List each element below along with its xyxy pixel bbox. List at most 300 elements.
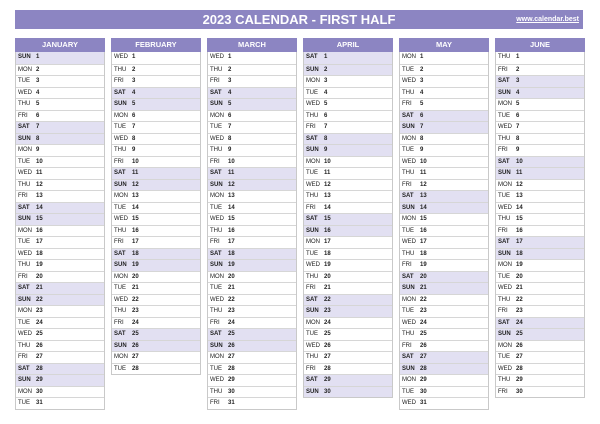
day-row [304, 213, 392, 225]
day-of-week: TUE [402, 227, 414, 234]
day-of-week: SUN [306, 147, 319, 153]
day-number: 24 [516, 319, 523, 326]
day-of-week: THU [498, 377, 511, 383]
day-number: 8 [228, 135, 232, 142]
day-row [400, 374, 488, 386]
day-row [496, 156, 584, 168]
day-number: 19 [228, 262, 235, 268]
day-number: 28 [132, 365, 139, 372]
day-number: 11 [228, 170, 235, 176]
day-number: 8 [36, 135, 40, 142]
day-number: 18 [36, 250, 43, 257]
day-number: 29 [228, 377, 235, 383]
day-of-week: TUE [114, 365, 126, 372]
day-row [16, 190, 104, 202]
day-row [208, 317, 296, 329]
day-number: 13 [228, 193, 235, 199]
day-of-week: SAT [306, 54, 318, 60]
day-row [208, 328, 296, 340]
day-row [112, 190, 200, 202]
day-row [304, 190, 392, 202]
day-row [400, 156, 488, 168]
day-row [208, 190, 296, 202]
day-row [496, 282, 584, 294]
day-row [112, 236, 200, 248]
day-row [208, 386, 296, 398]
day-row [16, 87, 104, 99]
day-row [208, 75, 296, 87]
day-of-week: FRI [210, 400, 220, 406]
day-of-week: SUN [498, 89, 511, 96]
day-of-week: TUE [498, 354, 510, 360]
day-row [112, 351, 200, 363]
day-list [303, 52, 393, 398]
day-number: 13 [324, 193, 331, 199]
day-of-week: SUN [18, 216, 31, 222]
day-number: 16 [324, 227, 331, 234]
day-row [208, 87, 296, 99]
day-of-week: SAT [210, 170, 222, 176]
day-of-week: THU [210, 308, 223, 314]
day-number: 5 [516, 101, 520, 107]
day-number: 15 [516, 216, 523, 222]
day-row [400, 213, 488, 225]
day-number: 21 [228, 285, 235, 291]
day-row [208, 374, 296, 386]
day-of-week: TUE [210, 285, 222, 291]
day-row [304, 305, 392, 317]
day-row [112, 98, 200, 110]
day-number: 18 [132, 250, 139, 257]
day-of-week: MON [210, 193, 224, 199]
day-of-week: FRI [210, 78, 220, 84]
day-of-week: SUN [402, 365, 415, 372]
day-row [112, 110, 200, 122]
day-number: 13 [516, 193, 523, 199]
day-row [400, 259, 488, 271]
day-number: 11 [516, 170, 523, 176]
day-row [304, 317, 392, 329]
day-number: 31 [36, 400, 43, 406]
day-row [16, 236, 104, 248]
day-number: 6 [516, 112, 520, 119]
day-number: 4 [228, 89, 232, 96]
day-row [496, 144, 584, 156]
day-row [208, 121, 296, 133]
day-number: 9 [132, 147, 136, 153]
day-of-week: SUN [210, 101, 223, 107]
day-of-week: TUE [18, 319, 30, 326]
day-row [400, 282, 488, 294]
day-number: 17 [516, 239, 523, 245]
day-row [304, 259, 392, 271]
day-row [304, 87, 392, 99]
day-of-week: THU [402, 331, 415, 337]
day-row [304, 294, 392, 306]
day-number: 8 [132, 135, 136, 142]
day-row [400, 64, 488, 76]
day-of-week: TUE [402, 388, 414, 395]
day-of-week: FRI [498, 388, 508, 395]
day-row [400, 363, 488, 375]
day-number: 17 [228, 239, 235, 245]
day-number: 15 [228, 216, 235, 222]
day-row [400, 110, 488, 122]
day-row [208, 133, 296, 145]
day-of-week: SAT [210, 250, 222, 257]
day-number: 10 [420, 158, 427, 165]
day-row [16, 397, 104, 409]
day-row [496, 75, 584, 87]
day-row [496, 294, 584, 306]
day-of-week: WED [114, 54, 128, 60]
month-header: APRIL [303, 38, 393, 52]
day-row [496, 64, 584, 76]
day-of-week: WED [498, 124, 512, 130]
day-of-week: THU [498, 296, 511, 303]
day-row [400, 386, 488, 398]
day-number: 26 [516, 342, 523, 349]
day-row [400, 294, 488, 306]
day-number: 13 [36, 193, 43, 199]
day-row [208, 213, 296, 225]
month-header: MARCH [207, 38, 297, 52]
day-number: 8 [324, 135, 328, 142]
day-row [400, 317, 488, 329]
day-row [400, 52, 488, 64]
day-of-week: MON [402, 216, 416, 222]
day-of-week: THU [210, 66, 223, 73]
day-number: 27 [132, 354, 139, 360]
day-row [304, 156, 392, 168]
day-of-week: SUN [498, 170, 511, 176]
day-row [112, 202, 200, 214]
day-row [496, 110, 584, 122]
day-row [16, 259, 104, 271]
day-number: 2 [324, 66, 328, 73]
day-row [208, 340, 296, 352]
day-row [496, 52, 584, 64]
day-of-week: THU [402, 89, 415, 96]
day-row [400, 328, 488, 340]
day-row [496, 121, 584, 133]
day-number: 12 [420, 181, 427, 188]
day-of-week: SUN [18, 54, 31, 60]
day-row [304, 282, 392, 294]
day-of-week: MON [114, 112, 128, 119]
day-of-week: FRI [402, 262, 412, 268]
day-row [16, 144, 104, 156]
day-of-week: WED [18, 331, 32, 337]
day-of-week: MON [114, 193, 128, 199]
day-of-week: FRI [18, 193, 28, 199]
day-row [112, 271, 200, 283]
day-number: 16 [420, 227, 427, 234]
day-of-week: TUE [114, 204, 126, 211]
day-number: 10 [228, 158, 235, 165]
day-number: 2 [228, 66, 232, 73]
day-of-week: WED [306, 262, 320, 268]
day-of-week: FRI [114, 239, 124, 245]
day-number: 28 [324, 365, 331, 372]
day-row [496, 271, 584, 283]
day-number: 27 [36, 354, 43, 360]
day-number: 2 [132, 66, 136, 73]
day-of-week: FRI [402, 101, 412, 107]
day-number: 17 [420, 239, 427, 245]
day-row [208, 397, 296, 409]
day-number: 1 [228, 54, 232, 60]
day-of-week: TUE [306, 331, 318, 337]
day-of-week: SUN [210, 262, 223, 268]
day-row [16, 248, 104, 260]
day-of-week: MON [18, 66, 32, 73]
day-of-week: FRI [18, 112, 28, 119]
day-number: 26 [132, 342, 139, 349]
day-of-week: SAT [210, 331, 222, 337]
day-of-week: TUE [114, 124, 126, 130]
day-number: 23 [132, 308, 139, 314]
day-number: 2 [516, 66, 520, 73]
day-number: 17 [132, 239, 139, 245]
day-of-week: WED [114, 216, 128, 222]
day-number: 31 [420, 400, 427, 406]
day-row [304, 328, 392, 340]
day-of-week: MON [18, 308, 32, 314]
day-number: 22 [132, 296, 139, 303]
day-of-week: SUN [306, 388, 319, 395]
day-of-week: WED [114, 296, 128, 303]
day-row [496, 236, 584, 248]
day-row [112, 64, 200, 76]
day-number: 18 [324, 250, 331, 257]
day-number: 23 [36, 308, 43, 314]
day-of-week: THU [18, 181, 31, 188]
day-number: 3 [324, 78, 328, 84]
day-number: 19 [36, 262, 43, 268]
day-list [111, 52, 201, 375]
day-number: 9 [36, 147, 40, 153]
day-number: 19 [420, 262, 427, 268]
day-number: 24 [132, 319, 139, 326]
day-of-week: THU [114, 147, 127, 153]
day-number: 8 [420, 135, 424, 142]
day-of-week: SAT [114, 170, 126, 176]
day-number: 30 [36, 388, 43, 395]
day-of-week: WED [402, 78, 416, 84]
day-number: 5 [132, 101, 136, 107]
day-number: 27 [324, 354, 331, 360]
day-number: 16 [228, 227, 235, 234]
day-number: 13 [420, 193, 427, 199]
day-number: 6 [420, 112, 424, 119]
day-number: 25 [324, 331, 331, 337]
day-of-week: FRI [210, 319, 220, 326]
day-of-week: MON [402, 377, 416, 383]
day-of-week: MON [306, 158, 320, 165]
day-row [16, 282, 104, 294]
day-of-week: SUN [402, 204, 415, 211]
day-row [16, 374, 104, 386]
month-header: FEBRUARY [111, 38, 201, 52]
day-number: 29 [324, 377, 331, 383]
day-number: 14 [420, 204, 427, 211]
day-of-week: SAT [498, 78, 510, 84]
day-of-week: THU [306, 112, 319, 119]
day-number: 28 [420, 365, 427, 372]
day-row [304, 386, 392, 398]
day-number: 7 [420, 124, 424, 130]
day-of-week: SAT [114, 89, 126, 96]
day-row [208, 167, 296, 179]
day-number: 5 [324, 101, 328, 107]
day-list [15, 52, 105, 410]
day-of-week: THU [18, 101, 31, 107]
day-of-week: FRI [306, 124, 316, 130]
day-of-week: TUE [306, 170, 318, 176]
day-of-week: SUN [210, 342, 223, 349]
day-number: 30 [228, 388, 235, 395]
day-number: 6 [36, 112, 40, 119]
day-row [400, 271, 488, 283]
day-number: 13 [132, 193, 139, 199]
day-of-week: FRI [306, 365, 316, 372]
day-number: 5 [36, 101, 40, 107]
day-of-week: MON [18, 227, 32, 234]
day-number: 20 [516, 273, 523, 280]
day-of-week: MON [306, 319, 320, 326]
day-number: 16 [516, 227, 523, 234]
day-row [304, 271, 392, 283]
day-row [496, 305, 584, 317]
day-of-week: WED [402, 239, 416, 245]
day-row [304, 64, 392, 76]
day-row [208, 236, 296, 248]
day-of-week: FRI [498, 66, 508, 73]
day-row [208, 294, 296, 306]
day-of-week: WED [210, 54, 224, 60]
day-number: 19 [324, 262, 331, 268]
day-of-week: WED [210, 296, 224, 303]
day-of-week: FRI [18, 273, 28, 280]
day-of-week: MON [210, 273, 224, 280]
day-of-week: SUN [402, 124, 415, 130]
day-row [16, 64, 104, 76]
day-row [496, 259, 584, 271]
day-of-week: TUE [306, 89, 318, 96]
day-row [400, 98, 488, 110]
day-row [208, 363, 296, 375]
day-number: 29 [36, 377, 43, 383]
day-of-week: FRI [114, 78, 124, 84]
day-row [112, 156, 200, 168]
day-number: 25 [420, 331, 427, 337]
day-number: 20 [36, 273, 43, 280]
day-row [304, 340, 392, 352]
day-row [496, 248, 584, 260]
day-row [208, 248, 296, 260]
month-header: JANUARY [15, 38, 105, 52]
day-row [16, 328, 104, 340]
day-number: 12 [132, 181, 139, 188]
day-row [304, 110, 392, 122]
day-of-week: WED [498, 204, 512, 211]
day-of-week: WED [306, 101, 320, 107]
day-of-week: TUE [306, 250, 318, 257]
day-row [112, 213, 200, 225]
day-row [112, 52, 200, 64]
day-number: 31 [228, 400, 235, 406]
day-number: 3 [132, 78, 136, 84]
day-of-week: THU [306, 193, 319, 199]
day-number: 11 [324, 170, 331, 176]
day-number: 14 [324, 204, 331, 211]
day-of-week: THU [498, 54, 511, 60]
day-number: 24 [36, 319, 43, 326]
day-of-week: TUE [18, 239, 30, 245]
day-row [16, 156, 104, 168]
day-number: 3 [36, 78, 40, 84]
day-of-week: FRI [114, 319, 124, 326]
day-of-week: TUE [18, 158, 30, 165]
day-of-week: SAT [306, 296, 318, 303]
day-number: 18 [420, 250, 427, 257]
day-row [400, 340, 488, 352]
day-number: 23 [228, 308, 235, 314]
day-of-week: THU [210, 227, 223, 234]
day-row [16, 133, 104, 145]
day-number: 18 [516, 250, 523, 257]
day-of-week: MON [498, 262, 512, 268]
day-of-week: MON [18, 147, 32, 153]
day-number: 2 [420, 66, 424, 73]
day-of-week: SUN [306, 66, 319, 73]
day-of-week: FRI [498, 227, 508, 234]
day-row [496, 167, 584, 179]
day-number: 6 [324, 112, 328, 119]
day-number: 24 [420, 319, 427, 326]
day-row [304, 248, 392, 260]
day-number: 12 [228, 181, 235, 188]
day-number: 28 [36, 365, 43, 372]
day-of-week: SAT [18, 124, 30, 130]
day-row [112, 340, 200, 352]
website-link[interactable]: www.calendar.best [516, 16, 579, 23]
day-of-week: MON [114, 273, 128, 280]
day-number: 3 [516, 78, 520, 84]
day-number: 10 [36, 158, 43, 165]
day-row [16, 305, 104, 317]
day-of-week: SUN [306, 227, 319, 234]
day-of-week: SAT [210, 89, 222, 96]
day-number: 15 [420, 216, 427, 222]
day-row [112, 75, 200, 87]
day-row [304, 202, 392, 214]
day-of-week: SAT [18, 285, 30, 291]
day-of-week: MON [210, 112, 224, 119]
day-row [496, 225, 584, 237]
day-number: 22 [228, 296, 235, 303]
day-number: 7 [132, 124, 136, 130]
day-of-week: SAT [498, 158, 510, 165]
day-row [304, 52, 392, 64]
day-row [208, 202, 296, 214]
day-row [112, 317, 200, 329]
day-number: 3 [228, 78, 232, 84]
day-row [112, 363, 200, 375]
day-row [400, 190, 488, 202]
day-row [304, 236, 392, 248]
